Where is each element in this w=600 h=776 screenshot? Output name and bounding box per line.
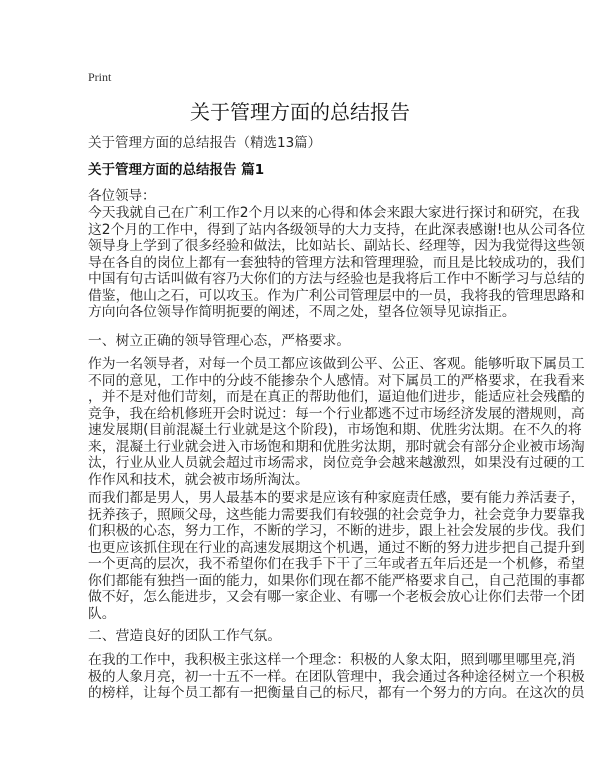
text-line: 作为一名领导者，对每一个员工都应该做到公平、公正、客观。能够听取下属员工 xyxy=(88,356,585,372)
text-line: 借鉴，他山之石，可以攻玉。作为广利公司管理层中的一员，我将我的管理思路和 xyxy=(88,287,585,304)
text-line: 抚养孩子，照顾父母，这些能力需要我们有较强的社会竞争力，社会竞争力要靠我 xyxy=(88,506,585,523)
text-line: 作作风和技术，就会被市场所淘汰。 xyxy=(88,471,309,488)
text-line: 汰，行业从业人员就会超过市场需求，岗位竞争会越来越激烈，如果没有过硬的工 xyxy=(88,455,585,471)
paragraph-1 xyxy=(88,205,585,321)
text-line: 方向向各位领导作简明扼要的阐述，不周之处，望各位领导见谅指正。 xyxy=(88,304,516,320)
text-line: 你们都能有独挡一面的能力，如果你们现在都不能严格要求自己，自己范围的事都 xyxy=(88,572,585,589)
text-line: 不同的意见，工作中的分歧不能掺杂个人感情。对下属员工的严格要求，在我看来 xyxy=(88,372,585,389)
paragraph-4 xyxy=(88,652,585,702)
text-line: 领导身上学到了很多经验和做法，比如站长、副站长、经理等，因为我觉得这些领 xyxy=(88,238,585,254)
print-label[interactable]: Print xyxy=(88,70,112,84)
text-line: 极的人象月亮，初一十五不一样。在团队管理中，我会通过各种途径树立一个积极 xyxy=(88,668,585,685)
text-line: 的榜样，让每个员工都有一把衡量自己的标尺，都有一个努力的方向。在这次的员 xyxy=(88,685,585,701)
document-subtitle: 关于管理方面的总结报告（精选13篇） xyxy=(88,135,322,151)
text-line: ，并不是对他们苛刻，而是在真正的帮助他们，逼迫他们进步，能适应社会残酷的 xyxy=(88,389,585,405)
text-line: 做不好，怎么能进步，又会有哪一家企业、有哪一个老板会放心让你们去带一个团 xyxy=(88,589,585,605)
text-line: 队。 xyxy=(88,605,116,622)
text-line: 导在各自的岗位上都有一套独特的管理方法和管理理验，而且是比较成功的，我们 xyxy=(88,254,585,271)
text-line: 一个更高的层次，我不希望你们在我手下干了三年或者五年后还是一个机修，希望 xyxy=(88,556,585,572)
greeting: 各位领导： xyxy=(88,188,156,204)
text-line: 在我的工作中，我积极主张这样一个理念：积极的人象太阳，照到哪里哪里亮,消 xyxy=(88,652,576,668)
paragraph-2 xyxy=(88,356,585,488)
text-line: 竞争，我在给机修班开会时说过：每一个行业都逃不过市场经济发展的潜规则，高 xyxy=(88,405,585,422)
article-heading: 关于管理方面的总结报告 篇1 xyxy=(88,162,265,178)
paragraph-3 xyxy=(88,490,585,622)
text-line: 速发展期(目前混凝土行业就是这个阶段)，市场饱和期、优胜劣汰期。在不久的将 xyxy=(88,422,582,438)
text-line: 来，混凝土行业就会进入市场饱和期和优胜劣汰期，那时就会有部分企业被市场淘 xyxy=(88,438,585,455)
text-line: 而我们都是男人，男人最基本的要求是应该有种家庭责任感，要有能力养活妻子， xyxy=(88,490,585,506)
section-heading-2: 二、营造良好的团队工作气氛。 xyxy=(88,628,282,644)
text-line: 们积极的心态，努力工作，不断的学习，不断的进步，跟上社会发展的步伐。我们 xyxy=(88,523,585,539)
section-heading-1: 一、树立正确的领导管理心态，严格要求。 xyxy=(88,333,351,349)
document-title: 关于管理方面的总结报告 xyxy=(190,100,410,124)
text-line: 这2个月的工作中，得到了站内各级领导的大力支持，在此深表感谢!也从公司各位 xyxy=(88,221,586,238)
text-line: 也更应该抓住现在行业的高速发展期这个机遇，通过不断的努力进步把自己提升到 xyxy=(88,539,585,556)
text-line: 中国有句古话叫做有容乃大你们的方法与经验也是我将后工作中不断学习与总结的 xyxy=(88,271,585,287)
text-line: 今天我就自己在广利工作2个月以来的心得和体会来跟大家进行探讨和研究，在我 xyxy=(88,205,580,221)
